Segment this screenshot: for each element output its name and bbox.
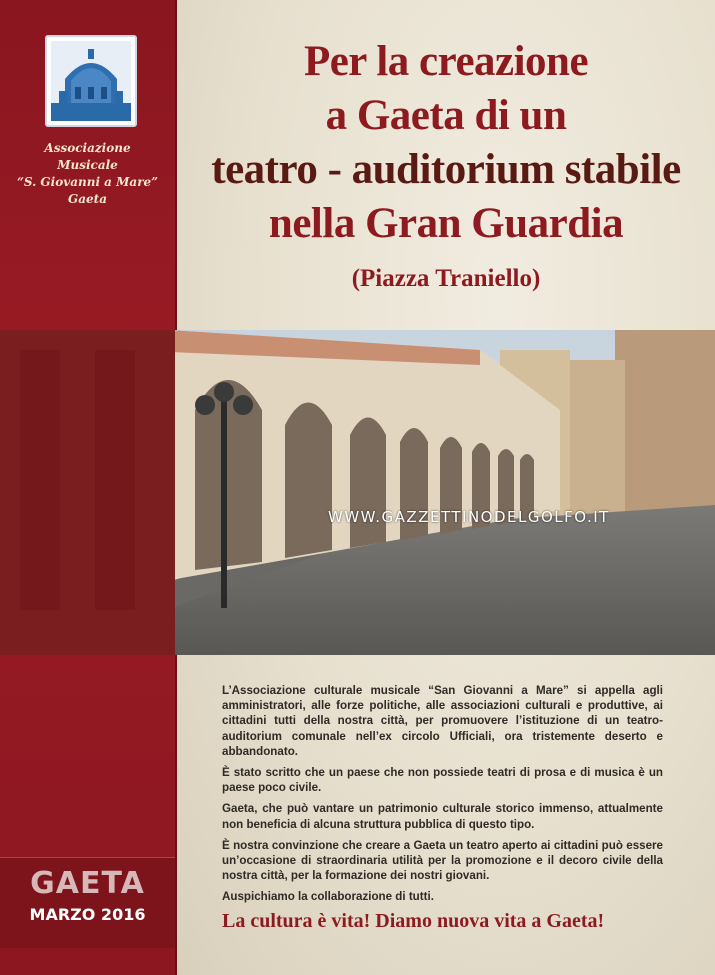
paragraph: L’Associazione culturale musicale “San Giovanni a Mare” si appella agli amministratori, alle forze politiche, alle associazioni culturali e produttive, ai cittadini tutti della nostra città, per promuovere l’istituzione di un teatro-auditorium comunale nell’ex circolo Ufficiali, ora tristemente deserto e abbandonato. <box>222 684 663 758</box>
association-line: Associazione <box>44 141 131 155</box>
page-subtitle: (Piazza Traniello) <box>351 265 541 292</box>
paragraph: Gaeta, che può vantare un patrimonio culturale storico immenso, attualmente non beneficia di alcuna struttura pubblica di questo tipo. <box>222 802 663 831</box>
association-line: Gaeta <box>68 192 107 206</box>
association-line: Musicale <box>57 158 118 172</box>
association-logo <box>45 35 137 127</box>
paragraph: Auspichiamo la collaborazione di tutti. <box>222 890 434 904</box>
church-dome-icon <box>51 41 131 121</box>
paragraph: È nostra convinzione che creare a Gaeta un teatro aperto ai cittadini può essere un’occasione di straordinaria utilità per la promozione e il decoro civile della nostra città, per la formazione dei nostri giovani. <box>222 838 663 883</box>
title-line: a Gaeta di un <box>325 92 567 139</box>
city-label: GAETA <box>30 866 145 901</box>
title-line: nella Gran Guardia <box>268 200 624 247</box>
appeal-text <box>222 683 663 911</box>
arcade-photo <box>0 330 715 655</box>
association-name <box>0 140 175 208</box>
watermark-url: WWW.GAZZETTINODELGOLFO.IT <box>328 508 610 526</box>
date-label: MARZO 2016 <box>29 905 146 924</box>
paragraph: È stato scritto che un paese che non possiede teatri di prosa e di musica è un paese poco civile. <box>222 766 663 795</box>
title-line: Per la creazione <box>303 38 589 85</box>
association-line: “S. Giovanni a Mare” <box>16 175 159 189</box>
red-photo-tint <box>0 330 175 655</box>
page-title <box>177 35 715 251</box>
slogan: La cultura è vita! Diamo nuova vita a Gaeta! <box>222 910 605 932</box>
title-line: teatro - auditorium stabile <box>211 146 681 193</box>
